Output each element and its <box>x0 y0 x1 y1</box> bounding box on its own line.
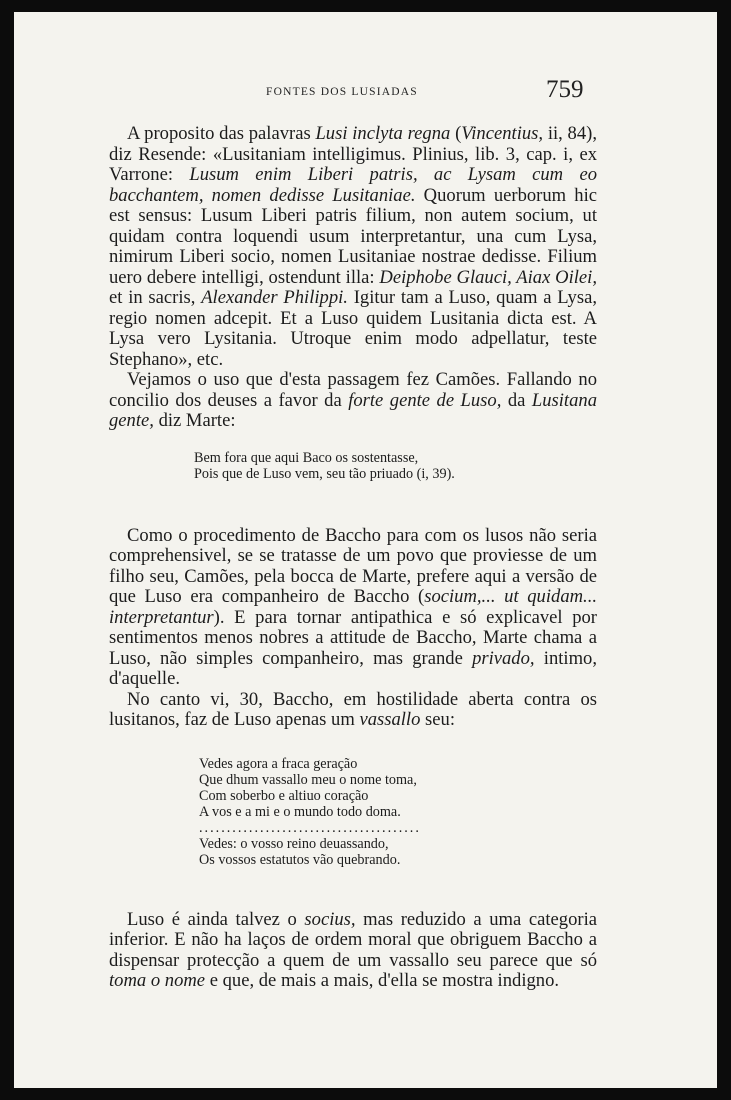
verse-line: Vedes agora a fraca geração <box>199 755 358 772</box>
paragraph-concilio: Vejamos o uso que d'esta passagem fez Camões. Fallando no concilio dos deuses a favor da forte gente de Luso, da Lusitana gente, diz Marte: <box>109 369 597 431</box>
verse-quotation-1 <box>194 450 597 482</box>
running-title: FONTES DOS LUSIADAS <box>266 86 418 98</box>
paragraph-resende-quote: A proposito das palavras Lusi inclyta regna (Vincentius, ii, 84), diz Resende: «Lusitaniam intelligimus. Plinius, lib. 3, cap. i, ex Varrone: Lusum enim Liberi patris, ac Lysam cum eo bacchantem, nomen dedisse Lusitaniae. Quorum uerborum hic est sensus: Lusum Liberi patris filium, non autem socium, ut quidam contra loquendi usum interpretantur, una cum Lysa, nimirum Liberi socio, nomen Lusitaniae nostrae dedisse. Filium uero debere intelligi, ostendunt illa: Deiphobe Glauci, Aiax Oilei, et in sacris, Alexander Philippi. Igitur tam a Luso, quam a Lysa, regio nomen adcepit. Et a Luso quidem Lusitania dicta est. A Lysa vero Lysitania. Utroque enim modo adpellatur, teste Stephano», etc. <box>109 123 598 370</box>
paragraph-canto-vi: No canto vi, 30, Baccho, em hostilidade aberta contra os lusitanos, faz de Luso apenas um vassallo seu: <box>109 688 597 730</box>
verse-line: A vos e a mi e o mundo todo doma. <box>199 803 401 820</box>
verse-quotation-2 <box>199 756 597 868</box>
verse-line: Com soberbo e altiuo coração <box>199 787 369 804</box>
verse-line: Vedes: o vosso reino deuassando, <box>199 835 389 852</box>
verse-line: Que dhum vassallo meu o nome toma, <box>199 771 417 788</box>
page-number: 759 <box>546 76 584 103</box>
verse-line: Bem fora que aqui Baco os sostentasse, <box>194 449 419 466</box>
book-page <box>14 12 717 1088</box>
verse-ellipsis: ........................................ <box>199 819 421 836</box>
verse-line: Os vossos estatutos vão quebrando. <box>199 851 401 868</box>
page-body <box>109 124 597 992</box>
paragraph-socius: Luso é ainda talvez o socius, mas reduzido a uma categoria inferior. E não ha laços de ordem moral que obriguem Baccho a dispensar protecção a quem de um vassallo seu parece que só toma o nome e que, de mais a mais, d'ella se mostra indigno. <box>109 908 597 991</box>
paragraph-procedimento: Como o procedimento de Baccho para com os lusos não seria comprehensivel, se se tratasse de um povo que proviesse de um filho seu, Camões, pela bocca de Marte, prefere aqui a versão de que Luso era companheiro de Baccho (socium,... ut quidam... interpretantur). E para tornar antipathica e só explicavel por sentimentos menos nobres a attitude de Baccho, Marte chama a Luso, não simples companheiro, mas grande privado, intimo, d'aquelle. <box>109 524 597 689</box>
verse-line: Pois que de Luso vem, seu tão priuado (i, 39). <box>194 465 455 482</box>
page-header <box>14 74 717 104</box>
